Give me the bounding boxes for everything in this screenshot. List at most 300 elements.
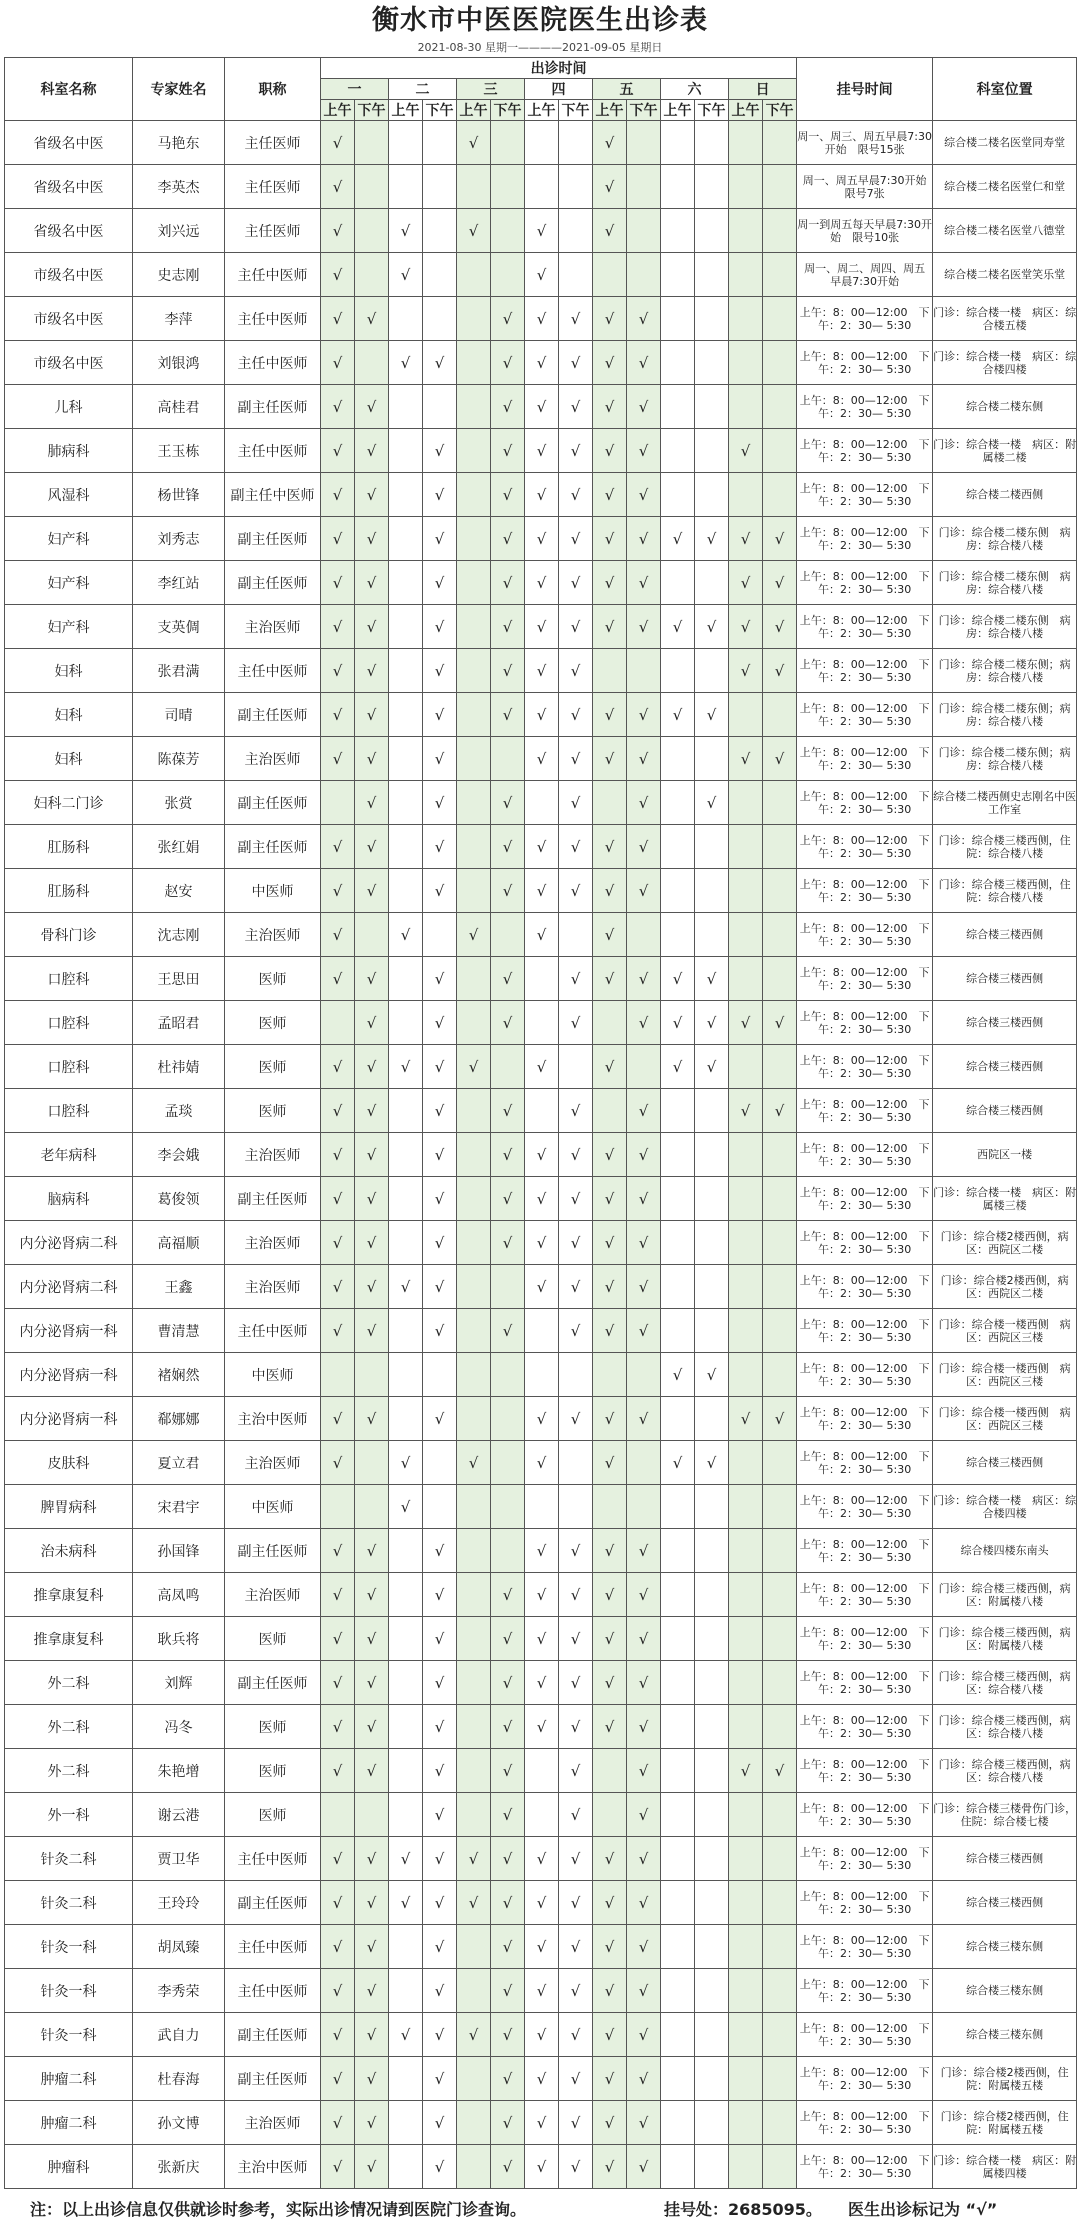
reg-time-cell: 上午：8：00—12:00 下午：2：30— 5:30 <box>797 1749 933 1793</box>
schedule-slot <box>457 1749 491 1793</box>
check-mark: √ <box>525 737 559 781</box>
schedule-slot <box>729 825 763 869</box>
check-mark: √ <box>321 165 355 209</box>
table-row <box>5 1573 1077 1617</box>
schedule-slot <box>695 2057 729 2101</box>
schedule-slot <box>729 1837 763 1881</box>
check-mark: √ <box>559 737 593 781</box>
check-mark: √ <box>423 869 457 913</box>
check-mark: √ <box>491 297 525 341</box>
doctor-name-cell: 李秀荣 <box>133 1969 225 2013</box>
check-mark: √ <box>661 1045 695 1089</box>
check-mark: √ <box>321 1265 355 1309</box>
location-cell: 门诊：综合楼二楼东侧；病房：综合楼八楼 <box>933 693 1077 737</box>
table-row <box>5 1001 1077 1045</box>
schedule-slot <box>457 1617 491 1661</box>
check-mark: √ <box>559 1265 593 1309</box>
check-mark: √ <box>321 957 355 1001</box>
check-mark: √ <box>559 957 593 1001</box>
reg-time-cell: 上午：8：00—12:00 下午：2：30— 5:30 <box>797 781 933 825</box>
schedule-slot <box>763 341 797 385</box>
header-day: 五 <box>593 79 661 100</box>
check-mark: √ <box>423 1705 457 1749</box>
schedule-slot <box>525 1793 559 1837</box>
check-mark: √ <box>491 649 525 693</box>
check-mark: √ <box>559 1221 593 1265</box>
check-mark: √ <box>593 1705 627 1749</box>
check-mark: √ <box>355 1969 389 2013</box>
schedule-slot <box>593 1353 627 1397</box>
schedule-slot <box>593 1089 627 1133</box>
reg-time-cell: 上午：8：00—12:00 下午：2：30— 5:30 <box>797 913 933 957</box>
check-mark: √ <box>763 649 797 693</box>
reg-time-cell: 上午：8：00—12:00 下午：2：30— 5:30 <box>797 737 933 781</box>
check-mark: √ <box>729 561 763 605</box>
table-row <box>5 1309 1077 1353</box>
schedule-slot <box>389 1661 423 1705</box>
schedule-slot <box>661 1969 695 2013</box>
check-mark: √ <box>525 825 559 869</box>
schedule-slot <box>695 297 729 341</box>
doctor-name-cell: 孟昭君 <box>133 1001 225 1045</box>
schedule-slot <box>457 1177 491 1221</box>
check-mark: √ <box>593 1177 627 1221</box>
check-mark: √ <box>627 429 661 473</box>
schedule-slot <box>389 781 423 825</box>
check-mark: √ <box>559 473 593 517</box>
table-row <box>5 517 1077 561</box>
table-row <box>5 1837 1077 1881</box>
doctor-title-cell: 医师 <box>225 1617 321 1661</box>
dept-cell: 老年病科 <box>5 1133 133 1177</box>
check-mark: √ <box>457 1441 491 1485</box>
check-mark: √ <box>593 1837 627 1881</box>
doctor-name-cell: 朱艳增 <box>133 1749 225 1793</box>
schedule-slot <box>729 1221 763 1265</box>
schedule-slot <box>389 693 423 737</box>
table-row <box>5 957 1077 1001</box>
check-mark: √ <box>355 2145 389 2189</box>
check-mark: √ <box>355 1397 389 1441</box>
schedule-slot <box>729 1133 763 1177</box>
doctor-title-cell: 副主任医师 <box>225 385 321 429</box>
doctor-name-cell: 张君满 <box>133 649 225 693</box>
schedule-slot <box>593 1001 627 1045</box>
schedule-slot <box>695 1705 729 1749</box>
location-cell: 门诊：综合楼三楼西侧，病区：综合楼八楼 <box>933 1705 1077 1749</box>
location-cell: 综合楼三楼西侧 <box>933 1089 1077 1133</box>
schedule-slot <box>559 253 593 297</box>
reg-time-cell: 上午：8：00—12:00 下午：2：30— 5:30 <box>797 1221 933 1265</box>
check-mark: √ <box>695 1353 729 1397</box>
check-mark: √ <box>729 1397 763 1441</box>
check-mark: √ <box>627 1837 661 1881</box>
check-mark: √ <box>355 1705 389 1749</box>
reg-time-cell: 上午：8：00—12:00 下午：2：30— 5:30 <box>797 2145 933 2189</box>
schedule-slot <box>321 781 355 825</box>
footer-note: 注：以上出诊信息仅供就诊时参考，实际出诊情况请到医院门诊查询。 <box>30 2200 527 2219</box>
check-mark: √ <box>355 1661 389 1705</box>
check-mark: √ <box>593 341 627 385</box>
schedule-slot <box>729 341 763 385</box>
schedule-slot <box>627 1441 661 1485</box>
schedule-slot <box>559 913 593 957</box>
check-mark: √ <box>491 1221 525 1265</box>
check-mark: √ <box>355 781 389 825</box>
schedule-slot <box>457 649 491 693</box>
check-mark: √ <box>321 649 355 693</box>
check-mark: √ <box>593 385 627 429</box>
table-row <box>5 1485 1077 1529</box>
doctor-name-cell: 李英杰 <box>133 165 225 209</box>
check-mark: √ <box>627 1265 661 1309</box>
doctor-title-cell: 主治中医师 <box>225 1397 321 1441</box>
reg-time-cell: 上午：8：00—12:00 下午：2：30— 5:30 <box>797 1969 933 2013</box>
check-mark: √ <box>355 429 389 473</box>
check-mark: √ <box>695 605 729 649</box>
check-mark: √ <box>627 2013 661 2057</box>
schedule-slot <box>457 1705 491 1749</box>
check-mark: √ <box>593 121 627 165</box>
check-mark: √ <box>559 1001 593 1045</box>
schedule-slot <box>763 1221 797 1265</box>
reg-time-cell: 上午：8：00—12:00 下午：2：30— 5:30 <box>797 1045 933 1089</box>
doctor-name-cell: 王玲玲 <box>133 1881 225 1925</box>
schedule-slot <box>389 1001 423 1045</box>
schedule-slot <box>729 473 763 517</box>
check-mark: √ <box>525 1881 559 1925</box>
reg-time-cell: 周一、周三、周五早晨7:30开始 限号15张 <box>797 121 933 165</box>
check-mark: √ <box>355 1001 389 1045</box>
doctor-name-cell: 张红娟 <box>133 825 225 869</box>
schedule-slot <box>559 1485 593 1529</box>
check-mark: √ <box>763 517 797 561</box>
check-mark: √ <box>525 297 559 341</box>
check-mark: √ <box>593 1661 627 1705</box>
check-mark: √ <box>695 1045 729 1089</box>
reg-time-cell: 上午：8：00—12:00 下午：2：30— 5:30 <box>797 1265 933 1309</box>
check-mark: √ <box>763 1749 797 1793</box>
dept-cell: 儿科 <box>5 385 133 429</box>
schedule-slot <box>457 957 491 1001</box>
schedule-slot <box>729 165 763 209</box>
schedule-slot <box>695 1221 729 1265</box>
header-day: 三 <box>457 79 525 100</box>
check-mark: √ <box>593 2057 627 2101</box>
reg-time-cell: 上午：8：00—12:00 下午：2：30— 5:30 <box>797 2057 933 2101</box>
check-mark: √ <box>593 429 627 473</box>
check-mark: √ <box>321 1705 355 1749</box>
check-mark: √ <box>423 1925 457 1969</box>
schedule-slot <box>389 561 423 605</box>
check-mark: √ <box>321 253 355 297</box>
table-row <box>5 1089 1077 1133</box>
reg-time-cell: 上午：8：00—12:00 下午：2：30— 5:30 <box>797 1001 933 1045</box>
header-am: 上午 <box>321 100 355 121</box>
table-row <box>5 1793 1077 1837</box>
check-mark: √ <box>525 517 559 561</box>
location-cell: 门诊：综合楼一楼 病区：附属楼二楼 <box>933 429 1077 473</box>
header-pm: 下午 <box>423 100 457 121</box>
schedule-slot <box>355 253 389 297</box>
schedule-slot <box>457 869 491 913</box>
location-cell: 门诊：综合楼二楼东侧 病房：综合楼八楼 <box>933 561 1077 605</box>
header-pm: 下午 <box>695 100 729 121</box>
dept-cell: 风湿科 <box>5 473 133 517</box>
schedule-slot <box>763 1617 797 1661</box>
schedule-slot <box>729 1705 763 1749</box>
header-name: 专家姓名 <box>133 58 225 121</box>
check-mark: √ <box>559 1749 593 1793</box>
check-mark: √ <box>491 1793 525 1837</box>
schedule-slot <box>695 429 729 473</box>
dept-cell: 妇产科 <box>5 517 133 561</box>
doctor-name-cell: 司晴 <box>133 693 225 737</box>
check-mark: √ <box>321 473 355 517</box>
header-pm: 下午 <box>491 100 525 121</box>
schedule-slot <box>729 1661 763 1705</box>
doctor-name-cell: 刘兴远 <box>133 209 225 253</box>
check-mark: √ <box>491 1969 525 2013</box>
check-mark: √ <box>627 2145 661 2189</box>
schedule-slot <box>661 429 695 473</box>
reg-time-cell: 上午：8：00—12:00 下午：2：30— 5:30 <box>797 825 933 869</box>
check-mark: √ <box>321 1925 355 1969</box>
schedule-slot <box>729 253 763 297</box>
check-mark: √ <box>593 869 627 913</box>
check-mark: √ <box>355 869 389 913</box>
schedule-slot <box>389 1089 423 1133</box>
table-row <box>5 165 1077 209</box>
location-cell: 综合楼三楼东侧 <box>933 1969 1077 2013</box>
schedule-slot <box>661 1221 695 1265</box>
schedule-slot <box>763 869 797 913</box>
dept-cell: 针灸一科 <box>5 2013 133 2057</box>
check-mark: √ <box>559 1309 593 1353</box>
schedule-slot <box>627 121 661 165</box>
schedule-slot <box>695 1089 729 1133</box>
check-mark: √ <box>627 1749 661 1793</box>
dept-cell: 针灸一科 <box>5 1969 133 2013</box>
check-mark: √ <box>457 2013 491 2057</box>
schedule-slot <box>661 1881 695 1925</box>
schedule-slot <box>729 1485 763 1529</box>
check-mark: √ <box>491 1837 525 1881</box>
schedule-slot <box>559 1441 593 1485</box>
schedule-slot <box>559 165 593 209</box>
doctor-title-cell: 主治中医师 <box>225 2145 321 2189</box>
check-mark: √ <box>423 1177 457 1221</box>
schedule-slot <box>457 1221 491 1265</box>
doctor-name-cell: 沈志刚 <box>133 913 225 957</box>
check-mark: √ <box>491 429 525 473</box>
check-mark: √ <box>525 1837 559 1881</box>
schedule-slot <box>661 1837 695 1881</box>
schedule-slot <box>457 385 491 429</box>
location-cell: 门诊：综合楼2楼西侧，住院：附属楼五楼 <box>933 2057 1077 2101</box>
check-mark: √ <box>729 1749 763 1793</box>
check-mark: √ <box>627 341 661 385</box>
schedule-slot <box>389 1529 423 1573</box>
header-day: 六 <box>661 79 729 100</box>
schedule-slot <box>695 121 729 165</box>
doctor-name-cell: 宋君宇 <box>133 1485 225 1529</box>
header-day: 四 <box>525 79 593 100</box>
check-mark: √ <box>627 1529 661 1573</box>
check-mark: √ <box>321 1309 355 1353</box>
table-row <box>5 869 1077 913</box>
check-mark: √ <box>559 1177 593 1221</box>
schedule-slot <box>525 1353 559 1397</box>
check-mark: √ <box>321 1661 355 1705</box>
schedule-slot <box>661 2057 695 2101</box>
check-mark: √ <box>423 1661 457 1705</box>
check-mark: √ <box>423 2101 457 2145</box>
check-mark: √ <box>525 561 559 605</box>
dept-cell: 妇科 <box>5 693 133 737</box>
doctor-title-cell: 副主任中医师 <box>225 473 321 517</box>
table-row <box>5 473 1077 517</box>
check-mark: √ <box>355 297 389 341</box>
doctor-name-cell: 刘银鸿 <box>133 341 225 385</box>
check-mark: √ <box>321 1441 355 1485</box>
header-am: 上午 <box>661 100 695 121</box>
schedule-slot <box>661 1177 695 1221</box>
check-mark: √ <box>661 605 695 649</box>
check-mark: √ <box>695 693 729 737</box>
check-mark: √ <box>627 605 661 649</box>
doctor-title-cell: 医师 <box>225 957 321 1001</box>
check-mark: √ <box>627 957 661 1001</box>
table-row <box>5 693 1077 737</box>
check-mark: √ <box>355 2013 389 2057</box>
doctor-title-cell: 副主任医师 <box>225 825 321 869</box>
check-mark: √ <box>627 1309 661 1353</box>
check-mark: √ <box>423 1793 457 1837</box>
schedule-slot <box>695 737 729 781</box>
schedule-slot <box>729 1309 763 1353</box>
dept-cell: 肿瘤科 <box>5 2145 133 2189</box>
schedule-slot <box>729 209 763 253</box>
schedule-slot <box>457 1661 491 1705</box>
schedule-slot <box>389 1793 423 1837</box>
doctor-title-cell: 主任中医师 <box>225 649 321 693</box>
check-mark: √ <box>525 1573 559 1617</box>
check-mark: √ <box>491 2145 525 2189</box>
location-cell: 门诊：综合楼2楼西侧，住院：附属楼五楼 <box>933 2101 1077 2145</box>
doctor-name-cell: 孙文博 <box>133 2101 225 2145</box>
table-row <box>5 737 1077 781</box>
check-mark: √ <box>627 737 661 781</box>
schedule-slot <box>763 1133 797 1177</box>
check-mark: √ <box>491 869 525 913</box>
schedule-slot <box>763 1441 797 1485</box>
dept-cell: 妇科 <box>5 649 133 693</box>
schedule-slot <box>763 957 797 1001</box>
check-mark: √ <box>525 649 559 693</box>
doctor-title-cell: 主任医师 <box>225 209 321 253</box>
reg-time-cell: 上午：8：00—12:00 下午：2：30— 5:30 <box>797 1881 933 1925</box>
table-row <box>5 605 1077 649</box>
doctor-name-cell: 李萍 <box>133 297 225 341</box>
check-mark: √ <box>355 1573 389 1617</box>
schedule-slot <box>763 1837 797 1881</box>
check-mark: √ <box>423 781 457 825</box>
schedule-slot <box>457 517 491 561</box>
check-mark: √ <box>763 605 797 649</box>
schedule-slot <box>661 781 695 825</box>
schedule-slot <box>661 2101 695 2145</box>
dept-cell: 外二科 <box>5 1749 133 1793</box>
doctor-name-cell: 陈葆芳 <box>133 737 225 781</box>
doctor-title-cell: 主任中医师 <box>225 1969 321 2013</box>
header-pm: 下午 <box>559 100 593 121</box>
doctor-title-cell: 主任中医师 <box>225 429 321 473</box>
doctor-title-cell: 副主任医师 <box>225 693 321 737</box>
footer <box>4 2191 1076 2229</box>
schedule-slot <box>423 121 457 165</box>
dept-cell: 内分泌肾病二科 <box>5 1265 133 1309</box>
schedule-slot <box>729 693 763 737</box>
schedule-slot <box>457 2145 491 2189</box>
schedule-slot <box>729 1617 763 1661</box>
schedule-slot <box>389 1617 423 1661</box>
check-mark: √ <box>355 473 389 517</box>
check-mark: √ <box>423 1837 457 1881</box>
schedule-slot <box>491 1529 525 1573</box>
check-mark: √ <box>593 825 627 869</box>
schedule-slot <box>457 1089 491 1133</box>
reg-time-cell: 上午：8：00—12:00 下午：2：30— 5:30 <box>797 693 933 737</box>
footer-mark-note: 医生出诊标记为 “√” <box>848 2200 998 2219</box>
check-mark: √ <box>559 2101 593 2145</box>
reg-time-cell: 上午：8：00—12:00 下午：2：30— 5:30 <box>797 1089 933 1133</box>
schedule-slot <box>389 2145 423 2189</box>
schedule-slot <box>661 825 695 869</box>
check-mark: √ <box>627 297 661 341</box>
schedule-slot <box>525 1309 559 1353</box>
dept-cell: 口腔科 <box>5 1089 133 1133</box>
check-mark: √ <box>593 1969 627 2013</box>
check-mark: √ <box>423 1221 457 1265</box>
schedule-slot <box>559 121 593 165</box>
reg-time-cell: 上午：8：00—12:00 下午：2：30— 5:30 <box>797 2013 933 2057</box>
check-mark: √ <box>321 341 355 385</box>
schedule-slot <box>763 1793 797 1837</box>
reg-time-cell: 周一、周五早晨7:30开始 限号7张 <box>797 165 933 209</box>
dept-cell: 脾胃病科 <box>5 1485 133 1529</box>
check-mark: √ <box>593 2145 627 2189</box>
doctor-title-cell: 主治医师 <box>225 1573 321 1617</box>
schedule-slot <box>389 1353 423 1397</box>
doctor-title-cell: 主任中医师 <box>225 297 321 341</box>
check-mark: √ <box>627 1177 661 1221</box>
schedule-slot <box>593 781 627 825</box>
check-mark: √ <box>491 1089 525 1133</box>
schedule-slot <box>763 693 797 737</box>
page-title: 衡水市中医医院医生出诊表 <box>372 5 708 36</box>
check-mark: √ <box>661 1441 695 1485</box>
reg-time-cell: 上午：8：00—12:00 下午：2：30— 5:30 <box>797 2101 933 2145</box>
location-cell: 综合楼二楼名医堂八德堂 <box>933 209 1077 253</box>
schedule-slot <box>763 1573 797 1617</box>
schedule-slot <box>661 561 695 605</box>
check-mark: √ <box>729 649 763 693</box>
check-mark: √ <box>389 209 423 253</box>
check-mark: √ <box>321 1969 355 2013</box>
doctor-name-cell: 谢云港 <box>133 1793 225 1837</box>
check-mark: √ <box>355 649 389 693</box>
